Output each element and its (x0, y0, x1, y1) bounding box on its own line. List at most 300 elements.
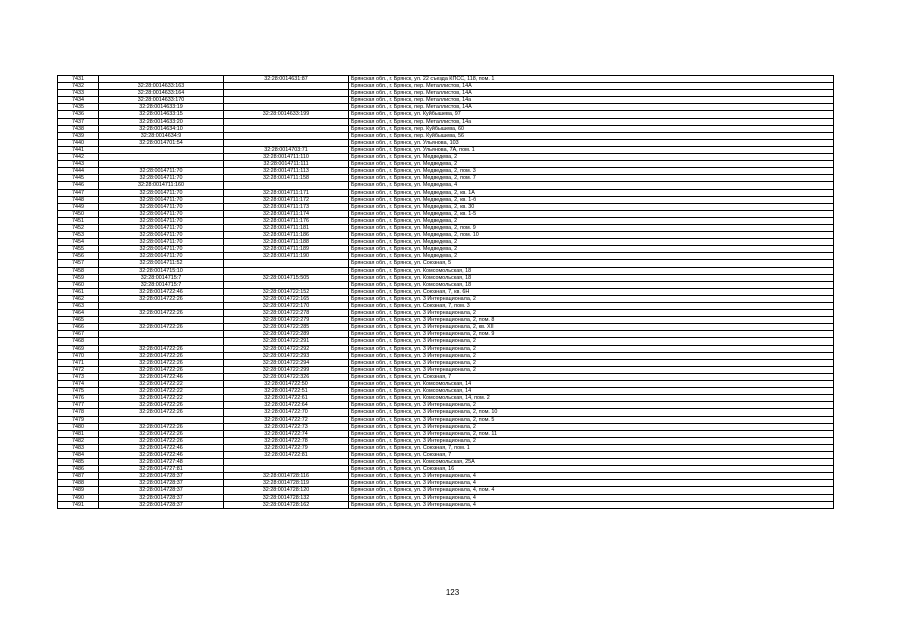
table-row (58, 203, 834, 210)
address-cell: Брянская обл., г. Брянск, ул. Комсомольская, 18 (349, 274, 834, 281)
object-cadastral-number-cell: 32:28:0014711:176 (224, 217, 349, 224)
parcel-cadastral-number-cell (99, 303, 224, 310)
row-number-cell: 7466 (58, 324, 99, 331)
parcel-cadastral-number-cell: 32:28:0014722:26 (99, 409, 224, 416)
row-number-cell: 7459 (58, 274, 99, 281)
parcel-cadastral-number-cell: 32:28:0014711:70 (99, 196, 224, 203)
table-row (58, 402, 834, 409)
parcel-cadastral-number-cell: 32:28:0014633:19 (99, 104, 224, 111)
row-number-cell: 7456 (58, 253, 99, 260)
parcel-cadastral-number-cell: 32:28:0014633:20 (99, 118, 224, 125)
parcel-cadastral-number-cell: 32:28:0014633:163 (99, 83, 224, 90)
parcel-cadastral-number-cell: 32:28:0014711:52 (99, 260, 224, 267)
table-row (58, 395, 834, 402)
row-number-cell: 7449 (58, 203, 99, 210)
row-number-cell: 7478 (58, 409, 99, 416)
address-cell: Брянская обл., г. Брянск, пер. Куйбышева, 60 (349, 125, 834, 132)
table-row (58, 416, 834, 423)
address-cell: Брянская обл., г. Брянск, ул. Ульянова, 103 (349, 139, 834, 146)
parcel-cadastral-number-cell: 32:28:0014722:22 (99, 395, 224, 402)
table-row (58, 139, 834, 146)
row-number-cell: 7461 (58, 288, 99, 295)
row-number-cell: 7491 (58, 501, 99, 508)
address-cell: Брянская обл., г. Брянск, ул. Медведева, 2 (349, 246, 834, 253)
address-cell: Брянская обл., г. Брянск, ул. Медведева, 2, пом. 3 (349, 168, 834, 175)
parcel-cadastral-number-cell: 32:28:0014727:81 (99, 466, 224, 473)
parcel-cadastral-number-cell: 32:28:0014711:70 (99, 253, 224, 260)
address-cell: Брянская обл., г. Брянск, ул. 3 Интернационала, 2, кв. XII (349, 324, 834, 331)
table-row (58, 487, 834, 494)
object-cadastral-number-cell: 32:28:0014711:189 (224, 246, 349, 253)
parcel-cadastral-number-cell: 32:28:0014711:160 (99, 182, 224, 189)
object-cadastral-number-cell: 32:28:0014722:294 (224, 359, 349, 366)
address-cell: Брянская обл., г. Брянск, ул. Медведева, 2 (349, 161, 834, 168)
parcel-cadastral-number-cell (99, 416, 224, 423)
object-cadastral-number-cell: 32:28:0014728:132 (224, 494, 349, 501)
parcel-cadastral-number-cell: 32:28:0014701:54 (99, 139, 224, 146)
row-number-cell: 7436 (58, 111, 99, 118)
address-cell: Брянская обл., г. Брянск, ул. Комсомольская, 14 (349, 388, 834, 395)
row-number-cell: 7477 (58, 402, 99, 409)
table-row (58, 338, 834, 345)
row-number-cell: 7488 (58, 480, 99, 487)
object-cadastral-number-cell: 32:28:0014711:110 (224, 154, 349, 161)
parcel-cadastral-number-cell: 32:28:0014711:70 (99, 224, 224, 231)
address-cell: Брянская обл., г. Брянск, пер. Металлистов, 14А (349, 104, 834, 111)
table-row (58, 501, 834, 508)
parcel-cadastral-number-cell (99, 154, 224, 161)
parcel-cadastral-number-cell: 32:28:0014728:37 (99, 501, 224, 508)
table-row (58, 246, 834, 253)
address-cell: Брянская обл., г. Брянск, ул. 3 Интернационала, 2 (349, 345, 834, 352)
object-cadastral-number-cell: 32:28:0014633:199 (224, 111, 349, 118)
parcel-cadastral-number-cell (99, 317, 224, 324)
object-cadastral-number-cell: 32:28:0014728:120 (224, 487, 349, 494)
object-cadastral-number-cell: 32:28:0014711:111 (224, 161, 349, 168)
parcel-cadastral-number-cell: 32:28:0014722:46 (99, 288, 224, 295)
object-cadastral-number-cell: 32:28:0014703:71 (224, 146, 349, 153)
object-cadastral-number-cell: 32:28:0014722:64 (224, 402, 349, 409)
object-cadastral-number-cell: 32:28:0014728:119 (224, 480, 349, 487)
row-number-cell: 7444 (58, 168, 99, 175)
parcel-cadastral-number-cell: 32:28:0014722:26 (99, 345, 224, 352)
parcel-cadastral-number-cell: 32:28:0014727:48 (99, 459, 224, 466)
row-number-cell: 7432 (58, 83, 99, 90)
table-row (58, 409, 834, 416)
row-number-cell: 7451 (58, 217, 99, 224)
parcel-cadastral-number-cell: 32:28:0014722:26 (99, 423, 224, 430)
parcel-cadastral-number-cell: 32:28:0014722:26 (99, 295, 224, 302)
table-row (58, 345, 834, 352)
address-cell: Брянская обл., г. Брянск, ул. Комсомольская, 14, пом. 2 (349, 395, 834, 402)
address-cell: Брянская обл., г. Брянск, ул. 3 Интернационала, 2 (349, 352, 834, 359)
address-cell: Брянская обл., г. Брянск, ул. Медведева, 2, кв. 1А (349, 189, 834, 196)
object-cadastral-number-cell: 32:28:0014722:165 (224, 295, 349, 302)
object-cadastral-number-cell: 32:28:0014722:74 (224, 430, 349, 437)
parcel-cadastral-number-cell: 32:28:0014728:37 (99, 487, 224, 494)
parcel-cadastral-number-cell: 32:28:0014711:70 (99, 168, 224, 175)
table-row (58, 253, 834, 260)
row-number-cell: 7440 (58, 139, 99, 146)
parcel-cadastral-number-cell: 32:28:0014728:37 (99, 480, 224, 487)
address-cell: Брянская обл., г. Брянск, ул. Медведева, 2 (349, 253, 834, 260)
parcel-cadastral-number-cell: 32:28:0014722:26 (99, 366, 224, 373)
parcel-cadastral-number-cell: 32:28:0014722:46 (99, 444, 224, 451)
table-row (58, 444, 834, 451)
address-cell: Брянская обл., г. Брянск, ул. 3 Интернационала, 2 (349, 423, 834, 430)
object-cadastral-number-cell: 32:28:0014722:72 (224, 416, 349, 423)
object-cadastral-number-cell: 32:28:0014722:291 (224, 338, 349, 345)
row-number-cell: 7469 (58, 345, 99, 352)
table-row (58, 352, 834, 359)
parcel-cadastral-number-cell: 32:28:0014722:26 (99, 310, 224, 317)
table-row (58, 288, 834, 295)
row-number-cell: 7465 (58, 317, 99, 324)
table-row (58, 473, 834, 480)
object-cadastral-number-cell (224, 104, 349, 111)
table-row (58, 111, 834, 118)
address-cell: Брянская обл., г. Брянск, ул. Медведева, 2, пом. 7 (349, 175, 834, 182)
row-number-cell: 7450 (58, 210, 99, 217)
address-cell: Брянская обл., г. Брянск, ул. Комсомольская, 18 (349, 281, 834, 288)
parcel-cadastral-number-cell: 32:28:0014722:22 (99, 388, 224, 395)
row-number-cell: 7475 (58, 388, 99, 395)
table-row (58, 423, 834, 430)
object-cadastral-number-cell: 32:28:0014631:87 (224, 76, 349, 83)
address-cell: Брянская обл., г. Брянск, ул. Союзная, 7 (349, 373, 834, 380)
object-cadastral-number-cell: 32:28:0014711:188 (224, 239, 349, 246)
parcel-cadastral-number-cell: 32:28:0014633:170 (99, 97, 224, 104)
table-row (58, 310, 834, 317)
table-row (58, 430, 834, 437)
row-number-cell: 7458 (58, 267, 99, 274)
object-cadastral-number-cell (224, 260, 349, 267)
object-cadastral-number-cell: 32:28:0014711:174 (224, 210, 349, 217)
parcel-cadastral-number-cell (99, 338, 224, 345)
object-cadastral-number-cell (224, 125, 349, 132)
object-cadastral-number-cell: 32:28:0014711:186 (224, 232, 349, 239)
row-number-cell: 7462 (58, 295, 99, 302)
parcel-cadastral-number-cell: 32:28:0014711:70 (99, 217, 224, 224)
object-cadastral-number-cell: 32:28:0014711:113 (224, 168, 349, 175)
object-cadastral-number-cell: 32:28:0014711:171 (224, 189, 349, 196)
table-row (58, 224, 834, 231)
object-cadastral-number-cell (224, 459, 349, 466)
address-cell: Брянская обл., г. Брянск, ул. 3 Интернационала, 4, пом. 4 (349, 487, 834, 494)
table-row (58, 480, 834, 487)
object-cadastral-number-cell (224, 267, 349, 274)
object-cadastral-number-cell (224, 139, 349, 146)
row-number-cell: 7463 (58, 303, 99, 310)
object-cadastral-number-cell: 32:28:0014722:70 (224, 409, 349, 416)
table-row (58, 154, 834, 161)
object-cadastral-number-cell (224, 90, 349, 97)
parcel-cadastral-number-cell: 32:28:0014715:10 (99, 267, 224, 274)
table-row (58, 373, 834, 380)
address-cell: Брянская обл., г. Брянск, ул. 3 Интернационала, 2 (349, 437, 834, 444)
row-number-cell: 7467 (58, 331, 99, 338)
address-cell: Брянская обл., г. Брянск, ул. 3 Интернационала, 4 (349, 473, 834, 480)
object-cadastral-number-cell: 32:28:0014722:285 (224, 324, 349, 331)
address-cell: Брянская обл., г. Брянск, ул. 3 Интернационала, 2, пом. 10 (349, 409, 834, 416)
table-row (58, 331, 834, 338)
parcel-cadastral-number-cell: 32:28:0014633:15 (99, 111, 224, 118)
parcel-cadastral-number-cell: 32:28:0014711:70 (99, 239, 224, 246)
object-cadastral-number-cell: 32:28:0014711:172 (224, 196, 349, 203)
parcel-cadastral-number-cell: 32:28:0014711:70 (99, 246, 224, 253)
object-cadastral-number-cell: 32:28:0014728:116 (224, 473, 349, 480)
address-cell: Брянская обл., г. Брянск, ул. Медведева, 2, пом. 9 (349, 224, 834, 231)
object-cadastral-number-cell: 32:28:0014722:292 (224, 345, 349, 352)
table-row (58, 451, 834, 458)
parcel-cadastral-number-cell: 32:28:0014722:22 (99, 381, 224, 388)
object-cadastral-number-cell: 32:28:0014711:181 (224, 224, 349, 231)
address-cell: Брянская обл., г. Брянск, ул. 3 Интернационала, 2 (349, 295, 834, 302)
table-row (58, 274, 834, 281)
row-number-cell: 7453 (58, 232, 99, 239)
table-row (58, 118, 834, 125)
parcel-cadastral-number-cell: 32:28:0014711:70 (99, 189, 224, 196)
row-number-cell: 7433 (58, 90, 99, 97)
parcel-cadastral-number-cell: 32:28:0014634:9 (99, 132, 224, 139)
row-number-cell: 7438 (58, 125, 99, 132)
object-cadastral-number-cell: 32:28:0014722:51 (224, 388, 349, 395)
object-cadastral-number-cell: 32:28:0014722:326 (224, 373, 349, 380)
row-number-cell: 7457 (58, 260, 99, 267)
object-cadastral-number-cell: 32:28:0014711:190 (224, 253, 349, 260)
table-body (58, 76, 834, 509)
address-cell: Брянская обл., г. Брянск, ул. 3 Интернационала, 2 (349, 338, 834, 345)
object-cadastral-number-cell (224, 281, 349, 288)
row-number-cell: 7473 (58, 373, 99, 380)
parcel-cadastral-number-cell: 32:28:0014722:26 (99, 402, 224, 409)
parcel-cadastral-number-cell: 32:28:0014722:26 (99, 352, 224, 359)
address-cell: Брянская обл., г. Брянск, ул. Медведева, 2, кв. 1-б (349, 196, 834, 203)
object-cadastral-number-cell: 32:28:0014722:81 (224, 451, 349, 458)
parcel-cadastral-number-cell: 32:28:0014722:26 (99, 430, 224, 437)
address-cell: Брянская обл., г. Брянск, ул. Союзная, 16 (349, 466, 834, 473)
address-cell: Брянская обл., г. Брянск, ул. 3 Интернационала, 2, пом. 8 (349, 317, 834, 324)
address-cell: Брянская обл., г. Брянск, ул. Союзная, 7 (349, 451, 834, 458)
parcel-cadastral-number-cell (99, 146, 224, 153)
table-row (58, 104, 834, 111)
table-row (58, 232, 834, 239)
address-cell: Брянская обл., г. Брянск, пер. Металлистов, 14а (349, 97, 834, 104)
address-cell: Брянская обл., г. Брянск, пер. Куйбышева, 56 (349, 132, 834, 139)
object-cadastral-number-cell: 32:28:0014722:279 (224, 317, 349, 324)
table-row (58, 189, 834, 196)
parcel-cadastral-number-cell: 32:28:0014728:37 (99, 473, 224, 480)
table-row (58, 132, 834, 139)
row-number-cell: 7445 (58, 175, 99, 182)
object-cadastral-number-cell: 32:28:0014711:158 (224, 175, 349, 182)
table-row (58, 83, 834, 90)
table-row (58, 260, 834, 267)
address-cell: Брянская обл., г. Брянск, ул. Союзная, 7, пом. 1 (349, 444, 834, 451)
row-number-cell: 7452 (58, 224, 99, 231)
table-row (58, 494, 834, 501)
table-row (58, 239, 834, 246)
object-cadastral-number-cell: 32:28:0014722:73 (224, 423, 349, 430)
parcel-cadastral-number-cell: 32:28:0014715:7 (99, 274, 224, 281)
object-cadastral-number-cell: 32:28:0014722:170 (224, 303, 349, 310)
table-row (58, 267, 834, 274)
address-cell: Брянская обл., г. Брянск, ул. Медведева, 2, кв. 1-5 (349, 210, 834, 217)
page-number: 123 (445, 588, 460, 597)
address-cell: Брянская обл., г. Брянск, ул. 3 Интернационала, 2, пом. 5 (349, 416, 834, 423)
address-cell: Брянская обл., г. Брянск, ул. 3 Интернационала, 2 (349, 310, 834, 317)
parcel-cadastral-number-cell: 32:28:0014711:70 (99, 175, 224, 182)
row-number-cell: 7441 (58, 146, 99, 153)
table-row (58, 76, 834, 83)
row-number-cell: 7483 (58, 444, 99, 451)
table-row (58, 146, 834, 153)
address-cell: Брянская обл., г. Брянск, ул. Союзная, 5 (349, 260, 834, 267)
parcel-cadastral-number-cell: 32:28:0014722:26 (99, 437, 224, 444)
parcel-cadastral-number-cell: 32:28:0014722:26 (99, 359, 224, 366)
row-number-cell: 7460 (58, 281, 99, 288)
table-row (58, 317, 834, 324)
address-cell: Брянская обл., г. Брянск, пер. Металлистов, 14а (349, 118, 834, 125)
address-cell: Брянская обл., г. Брянск, ул. Медведева, 2, кв. 30 (349, 203, 834, 210)
table-row (58, 324, 834, 331)
row-number-cell: 7489 (58, 487, 99, 494)
row-number-cell: 7484 (58, 451, 99, 458)
address-cell: Брянская обл., г. Брянск, пер. Металлистов, 14А (349, 83, 834, 90)
table-row (58, 161, 834, 168)
row-number-cell: 7470 (58, 352, 99, 359)
row-number-cell: 7437 (58, 118, 99, 125)
parcel-cadastral-number-cell: 32:28:0014715:7 (99, 281, 224, 288)
parcel-cadastral-number-cell: 32:28:0014634:10 (99, 125, 224, 132)
object-cadastral-number-cell: 32:28:0014722:289 (224, 331, 349, 338)
table-row (58, 90, 834, 97)
address-cell: Брянская обл., г. Брянск, ул. 22 съезда КПСС, 118, пом. 1 (349, 76, 834, 83)
address-cell: Брянская обл., г. Брянск, ул. Комсомольская, 25А (349, 459, 834, 466)
object-cadastral-number-cell: 32:28:0014722:79 (224, 444, 349, 451)
table-row (58, 295, 834, 302)
table-row (58, 97, 834, 104)
address-cell: Брянская обл., г. Брянск, ул. 3 Интернационала, 2 (349, 402, 834, 409)
parcel-cadastral-number-cell: 32:28:0014711:70 (99, 203, 224, 210)
address-cell: Брянская обл., г. Брянск, ул. Куйбышева, 97 (349, 111, 834, 118)
object-cadastral-number-cell (224, 97, 349, 104)
row-number-cell: 7474 (58, 381, 99, 388)
row-number-cell: 7446 (58, 182, 99, 189)
address-cell: Брянская обл., г. Брянск, ул. Комсомольская, 14 (349, 381, 834, 388)
row-number-cell: 7464 (58, 310, 99, 317)
table-row (58, 196, 834, 203)
row-number-cell: 7431 (58, 76, 99, 83)
table-row (58, 175, 834, 182)
address-cell: Брянская обл., г. Брянск, ул. Ульянова, 7А, пом. 1 (349, 146, 834, 153)
row-number-cell: 7490 (58, 494, 99, 501)
object-cadastral-number-cell: 32:28:0014711:173 (224, 203, 349, 210)
address-cell: Брянская обл., г. Брянск, ул. 3 Интернационала, 2 (349, 359, 834, 366)
parcel-cadastral-number-cell: 32:28:0014633:164 (99, 90, 224, 97)
address-cell: Брянская обл., г. Брянск, ул. Комсомольская, 18 (349, 267, 834, 274)
row-number-cell: 7455 (58, 246, 99, 253)
row-number-cell: 7447 (58, 189, 99, 196)
table-row (58, 182, 834, 189)
parcel-cadastral-number-cell: 32:28:0014711:70 (99, 232, 224, 239)
row-number-cell: 7443 (58, 161, 99, 168)
table-row (58, 125, 834, 132)
table-row (58, 366, 834, 373)
object-cadastral-number-cell (224, 132, 349, 139)
row-number-cell: 7454 (58, 239, 99, 246)
cadastral-table (57, 75, 834, 509)
object-cadastral-number-cell: 32:28:0014728:162 (224, 501, 349, 508)
row-number-cell: 7479 (58, 416, 99, 423)
table-row (58, 388, 834, 395)
table-row (58, 217, 834, 224)
parcel-cadastral-number-cell: 32:28:0014711:70 (99, 210, 224, 217)
object-cadastral-number-cell: 32:28:0014722:152 (224, 288, 349, 295)
row-number-cell: 7468 (58, 338, 99, 345)
parcel-cadastral-number-cell (99, 161, 224, 168)
row-number-cell: 7487 (58, 473, 99, 480)
address-cell: Брянская обл., г. Брянск, ул. Союзная, 7, кв. 6Н (349, 288, 834, 295)
address-cell: Брянская обл., г. Брянск, ул. 3 Интернационала, 2, пом. 11 (349, 430, 834, 437)
address-cell: Брянская обл., г. Брянск, ул. 3 Интернационала, 4 (349, 494, 834, 501)
table-row (58, 381, 834, 388)
object-cadastral-number-cell: 32:28:0014722:278 (224, 310, 349, 317)
address-cell: Брянская обл., г. Брянск, ул. 3 Интернационала, 2, пом. 9 (349, 331, 834, 338)
parcel-cadastral-number-cell (99, 76, 224, 83)
row-number-cell: 7434 (58, 97, 99, 104)
row-number-cell: 7481 (58, 430, 99, 437)
object-cadastral-number-cell (224, 118, 349, 125)
address-cell: Брянская обл., г. Брянск, ул. 3 Интернационала, 4 (349, 480, 834, 487)
object-cadastral-number-cell: 32:28:0014722:50 (224, 381, 349, 388)
row-number-cell: 7435 (58, 104, 99, 111)
row-number-cell: 7439 (58, 132, 99, 139)
object-cadastral-number-cell (224, 83, 349, 90)
row-number-cell: 7472 (58, 366, 99, 373)
object-cadastral-number-cell: 32:28:0014722:293 (224, 352, 349, 359)
address-cell: Брянская обл., г. Брянск, ул. 3 Интернационала, 2 (349, 366, 834, 373)
address-cell: Брянская обл., г. Брянск, ул. Союзная, 7, пом. 3 (349, 303, 834, 310)
table-row (58, 437, 834, 444)
address-cell: Брянская обл., г. Брянск, пер. Металлистов, 14А (349, 90, 834, 97)
object-cadastral-number-cell: 32:28:0014722:78 (224, 437, 349, 444)
row-number-cell: 7482 (58, 437, 99, 444)
row-number-cell: 7442 (58, 154, 99, 161)
parcel-cadastral-number-cell (99, 331, 224, 338)
table-row (58, 210, 834, 217)
parcel-cadastral-number-cell: 32:28:0014722:46 (99, 373, 224, 380)
parcel-cadastral-number-cell: 32:28:0014728:37 (99, 494, 224, 501)
address-cell: Брянская обл., г. Брянск, ул. Медведева, 2 (349, 217, 834, 224)
object-cadastral-number-cell: 32:28:0014715:505 (224, 274, 349, 281)
object-cadastral-number-cell (224, 466, 349, 473)
object-cadastral-number-cell: 32:28:0014722:61 (224, 395, 349, 402)
address-cell: Брянская обл., г. Брянск, ул. Медведева, 2 (349, 154, 834, 161)
row-number-cell: 7476 (58, 395, 99, 402)
row-number-cell: 7485 (58, 459, 99, 466)
address-cell: Брянская обл., г. Брянск, ул. Медведева, 4 (349, 182, 834, 189)
table-row (58, 281, 834, 288)
parcel-cadastral-number-cell: 32:28:0014722:46 (99, 451, 224, 458)
table-row (58, 168, 834, 175)
row-number-cell: 7471 (58, 359, 99, 366)
address-cell: Брянская обл., г. Брянск, ул. Медведева, 2 (349, 239, 834, 246)
row-number-cell: 7486 (58, 466, 99, 473)
object-cadastral-number-cell: 32:28:0014722:299 (224, 366, 349, 373)
table-row (58, 359, 834, 366)
parcel-cadastral-number-cell: 32:28:0014722:26 (99, 324, 224, 331)
